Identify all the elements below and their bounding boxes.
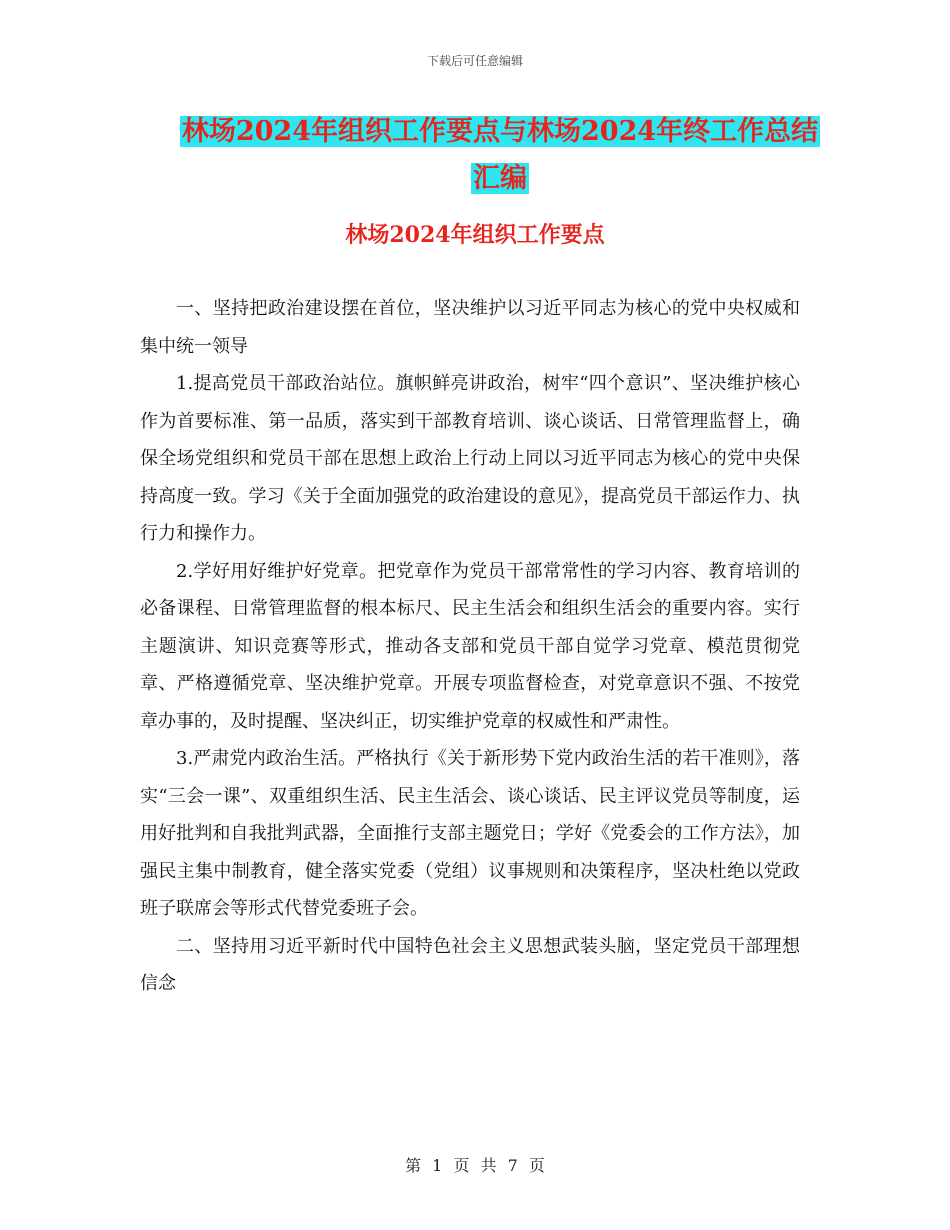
- paragraph-heading-1: 一、坚持把政治建设摆在首位，坚决维护以习近平同志为核心的党中央权威和集中统一领导: [140, 298, 800, 357]
- page-footer: 第 1 页 共 7 页: [405, 1156, 545, 1175]
- paragraph: 3.严肃党内政治生活。严格执行《关于新形势下党内政治生活的若干准则》，落实“三会一课”、双重组织生活、民主生活会、谈心谈话、民主评议党员等制度，运用好批判和自我批判武器，全面推行支部主题党日；学好《党委会的工作方法》，加强民主集中制教育，健全落实党委（党组）议事规则和决策程序，坚决杜绝以党政班子联席会等形式代替党委班子会。: [140, 748, 800, 919]
- paragraph: 2.学好用好维护好党章。把党章作为党员干部常常性的学习内容、教育培训的必备课程、日常管理监督的根本标尺、民主生活会和组织生活会的重要内容。实行主题演讲、知识竞赛等形式，推动各支部和党员干部自觉学习党章、模范贯彻党章、严格遵循党章、坚决维护党章。开展专项监督检查，对党章意识不强、不按党章办事的，及时提醒、坚决纠正，切实维护党章的权威性和严肃性。: [140, 560, 800, 732]
- paragraph: 1.提高党员干部政治站位。旗帜鲜亮讲政治，树牢“四个意识”、坚决维护核心作为首要标准、第一品质，落实到干部教育培训、谈心谈话、日常管理监督上，确保全场党组织和党员干部在思想上政治上行动上同以习近平同志为核心的党中央保持高度一致。学习《关于全面加强党的政治建设的意见》，提高党员干部运作力、执行力和操作力。: [140, 373, 800, 544]
- document-body: [140, 290, 800, 1003]
- title-line-1: 林场2024年组织工作要点与林场2024年终工作总结: [181, 116, 819, 147]
- document-title: [140, 108, 860, 202]
- section-title: 林场2024年组织工作要点: [345, 222, 605, 248]
- title-line-2: 汇编: [473, 163, 527, 194]
- header-note: 下载后可任意编辑: [426, 54, 523, 68]
- paragraph-heading-2: 二、坚持用习近平新时代中国特色社会主义思想武装头脑，坚定党员干部理想信念: [140, 935, 800, 994]
